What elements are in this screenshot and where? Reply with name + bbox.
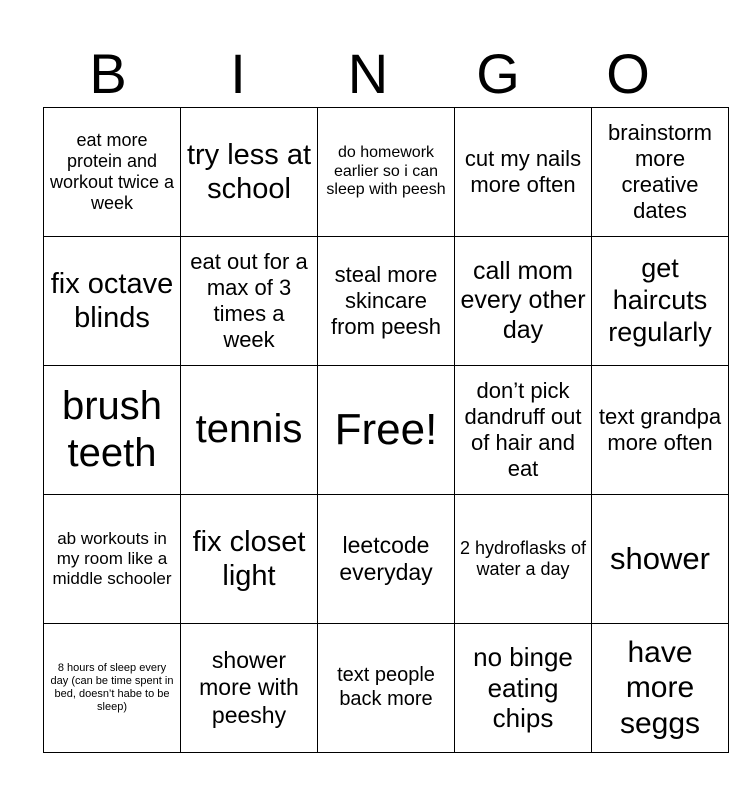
bingo-cell[interactable]: ab workouts in my room like a middle schooler	[44, 495, 181, 624]
free-space-cell[interactable]: Free!	[318, 366, 455, 495]
grid-row	[44, 237, 729, 366]
bingo-cell[interactable]: call mom every other day	[455, 237, 592, 366]
bingo-cell[interactable]: don’t pick dandruff out of hair and eat	[455, 366, 592, 495]
bingo-cell[interactable]: tennis	[181, 366, 318, 495]
grid-row	[44, 495, 729, 624]
bingo-cell[interactable]: 2 hydroflasks of water a day	[455, 495, 592, 624]
bingo-header	[43, 40, 693, 108]
bingo-cell[interactable]: text grandpa more often	[592, 366, 729, 495]
grid-row	[44, 366, 729, 495]
bingo-cell[interactable]: eat out for a max of 3 times a week	[181, 237, 318, 366]
bingo-cell[interactable]: leetcode everyday	[318, 495, 455, 624]
header-letter-i: I	[230, 42, 246, 105]
bingo-cell[interactable]: steal more skincare from peesh	[318, 237, 455, 366]
bingo-cell[interactable]: shower	[592, 495, 729, 624]
bingo-cell[interactable]: 8 hours of sleep every day (can be time spent in bed, doesn’t habe to be sleep)	[44, 624, 181, 753]
bingo-cell[interactable]: eat more protein and workout twice a week	[44, 108, 181, 237]
grid-row	[44, 624, 729, 753]
header-letter-b: B	[89, 42, 127, 105]
bingo-cell[interactable]: try less at school	[181, 108, 318, 237]
bingo-cell[interactable]: fix closet light	[181, 495, 318, 624]
header-letter-n: N	[347, 42, 389, 105]
header-letter-g: G	[476, 42, 520, 105]
bingo-cell[interactable]: shower more with peeshy	[181, 624, 318, 753]
bingo-grid	[43, 107, 729, 753]
bingo-cell[interactable]: do homework earlier so i can sleep with peesh	[318, 108, 455, 237]
bingo-cell[interactable]: cut my nails more often	[455, 108, 592, 237]
grid-row	[44, 108, 729, 237]
bingo-cell[interactable]: have more seggs	[592, 624, 729, 753]
bingo-cell[interactable]: brainstorm more creative dates	[592, 108, 729, 237]
bingo-cell[interactable]: fix octave blinds	[44, 237, 181, 366]
bingo-cell[interactable]: brush teeth	[44, 366, 181, 495]
header-letter-o: O	[606, 42, 650, 105]
bingo-cell[interactable]: no binge eating chips	[455, 624, 592, 753]
bingo-cell[interactable]: text people back more	[318, 624, 455, 753]
bingo-cell[interactable]: get haircuts regularly	[592, 237, 729, 366]
